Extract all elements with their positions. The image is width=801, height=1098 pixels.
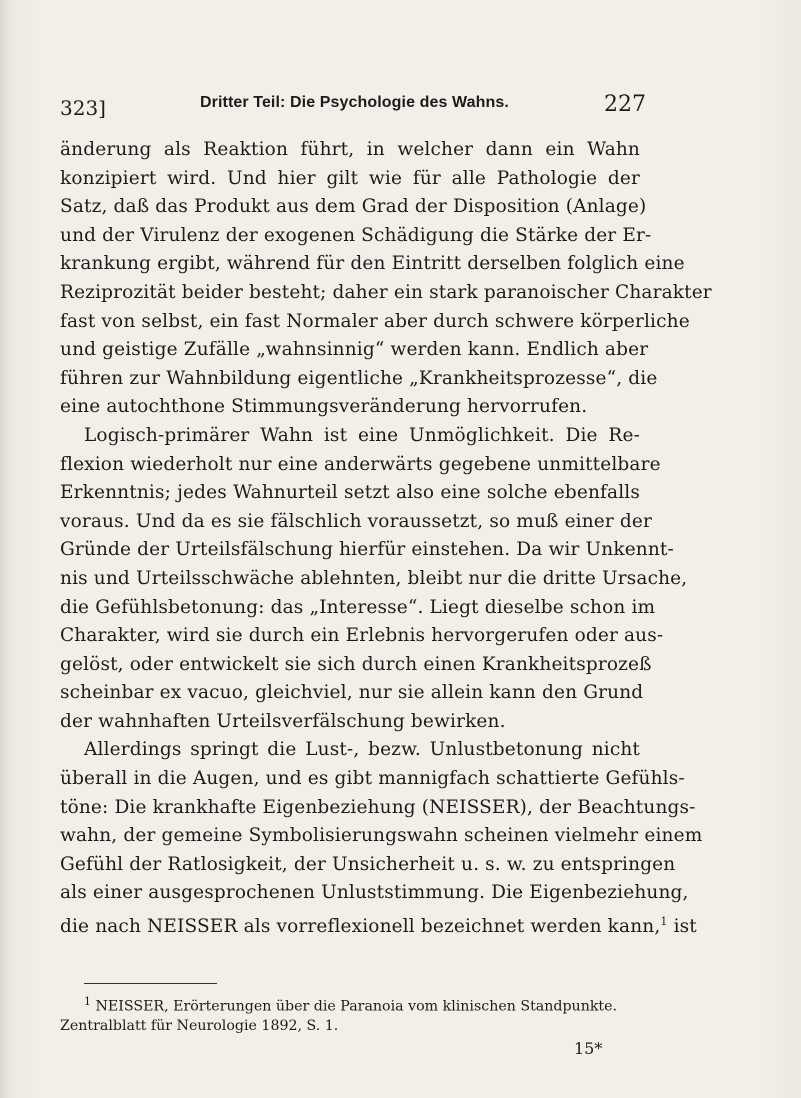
footnote bbox=[60, 992, 640, 1036]
text-line: nis und Urteilsschwäche ablehnten, bleibt nur die dritte Ursache, bbox=[60, 567, 688, 589]
text-line: Satz, daß das Produkt aus dem Grad der Disposition (Anlage) bbox=[60, 196, 647, 218]
text-line: wahn, der gemeine Symbolisierungswahn scheinen vielmehr einem bbox=[60, 825, 703, 847]
text-line: flexion wiederholt nur eine anderwärts gegebene unmittelbare bbox=[60, 453, 661, 475]
text-line: die Gefühlsbetonung: das „Interesse“. Liegt dieselbe schon im bbox=[60, 596, 656, 618]
text-line: fast von selbst, ein fast Normaler aber durch schwere körperliche bbox=[60, 310, 690, 332]
text-line: Charakter, wird sie durch ein Erlebnis hervorgerufen oder aus- bbox=[60, 625, 664, 647]
text-segment: die nach NEISSER als vorreflexionell bezeichnet werden kann, bbox=[60, 916, 661, 938]
text-line: und der Virulenz der exogenen Schädigung die Stärke der Er- bbox=[60, 224, 652, 246]
running-title: Dritter Teil: Die Psychologie des Wahns. bbox=[200, 94, 509, 111]
text-line: führen zur Wahnbildung eigentliche „Krankheitsprozesse“, die bbox=[60, 367, 658, 389]
text-line: Reziprozität beider besteht; daher ein stark paranoischer Charakter bbox=[60, 281, 712, 303]
footnote-reference: 1 bbox=[660, 915, 668, 929]
text-line: konzipiert wird. Und hier gilt wie für alle Pathologie der bbox=[60, 167, 640, 189]
text-line: voraus. Und da es sie fälschlich voraussetzt, so muß einer der bbox=[60, 510, 653, 532]
body-text bbox=[60, 136, 712, 942]
text-line: Erkenntnis; jedes Wahnurteil setzt also eine solche ebenfalls bbox=[60, 482, 640, 504]
text-line: krankung ergibt, während für den Eintritt derselben folglich eine bbox=[60, 253, 685, 275]
text-line: Logisch-primärer Wahn ist eine Unmöglichkeit. Die Re- bbox=[84, 424, 640, 446]
text-line bbox=[60, 908, 697, 942]
text-line: und geistige Zufälle „wahnsinnig“ werden kann. Endlich aber bbox=[60, 339, 649, 361]
footnote-line: Zentralblatt für Neurologie 1892, S. 1. bbox=[60, 1017, 339, 1034]
text-line: als einer ausgesprochenen Unluststimmung. Die Eigenbeziehung, bbox=[60, 882, 689, 904]
text-line: scheinbar ex vacuo, gleichviel, nur sie allein kann den Grund bbox=[60, 682, 644, 704]
text-line: Gefühl der Ratlosigkeit, der Unsicherheit u. s. w. zu entspringen bbox=[60, 853, 676, 875]
footnote-divider bbox=[84, 983, 217, 984]
text-line: Gründe der Urteilsfälschung hierfür einstehen. Da wir Unkennt- bbox=[60, 539, 674, 561]
text-line: überall in die Augen, und es gibt mannigfach schattierte Gefühls- bbox=[60, 768, 685, 790]
text-line: töne: Die krankhafte Eigenbeziehung (NEISSER), der Beachtungs- bbox=[60, 796, 696, 818]
text-line: änderung als Reaktion führt, in welcher dann ein Wahn bbox=[60, 139, 640, 160]
text-line: der wahnhaften Urteilsverfälschung bewirken. bbox=[60, 710, 506, 732]
page-number-left: 323] bbox=[60, 96, 106, 120]
footnote-marker: 1 bbox=[84, 995, 91, 1008]
footnote-text: NEISSER, Erörterungen über die Paranoia vom klinischen Standpunkte. bbox=[95, 998, 618, 1015]
printer-signature: 15* bbox=[574, 1039, 603, 1058]
text-line: eine autochthone Stimmungsveränderung hervorrufen. bbox=[60, 396, 588, 418]
page-number-right: 227 bbox=[604, 92, 646, 117]
text-line: gelöst, oder entwickelt sie sich durch einen Krankheitsprozeß bbox=[60, 653, 652, 675]
page-header bbox=[60, 92, 646, 122]
footnote-line bbox=[60, 992, 640, 1017]
text-line: Allerdings springt die Lust-, bezw. Unlustbetonung nicht bbox=[84, 739, 640, 761]
text-segment: ist bbox=[673, 916, 697, 938]
